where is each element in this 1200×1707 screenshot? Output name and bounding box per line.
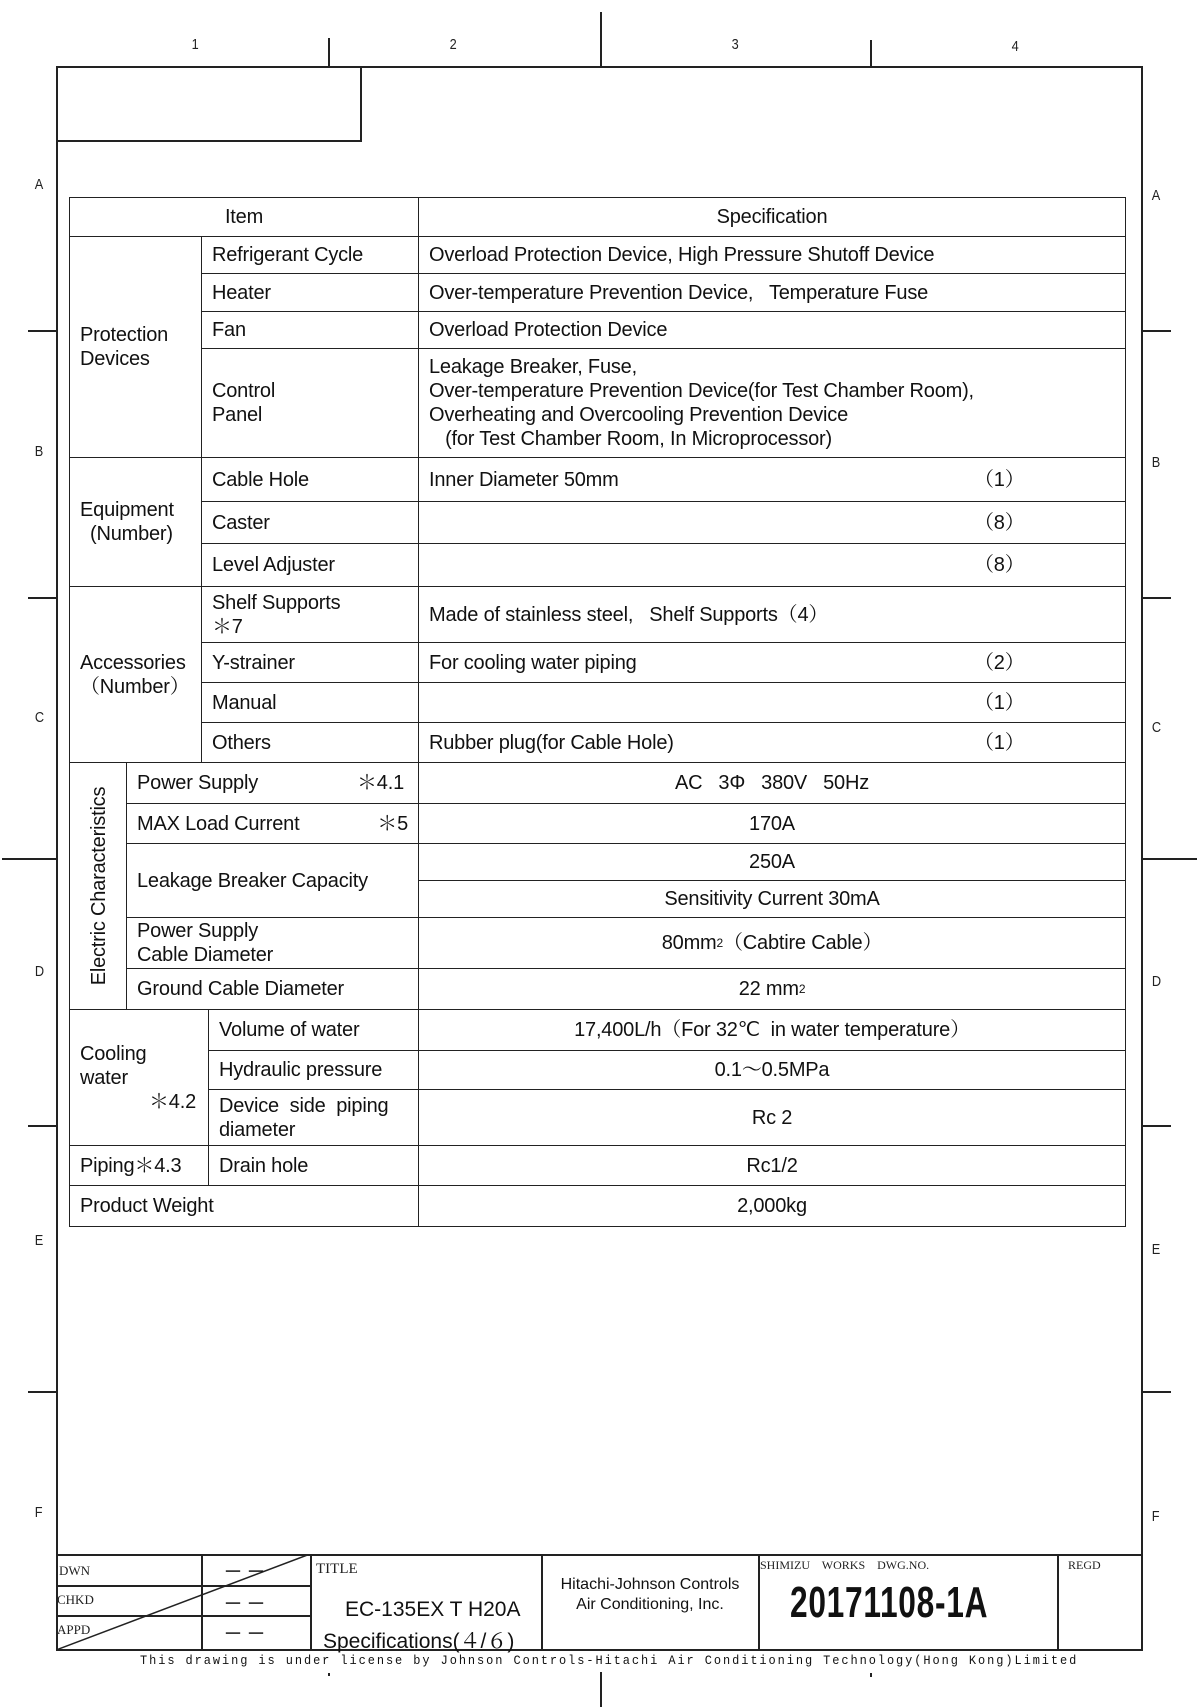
item-volume-of-water: Volume of water: [208, 1009, 419, 1051]
item-y-strainer: Y-strainer: [201, 642, 419, 683]
item-product-weight: Product Weight: [69, 1185, 419, 1227]
spec-shelf-supports: Made of stainless steel, Shelf Supports（4）: [418, 586, 1126, 643]
item-others: Others: [201, 722, 419, 763]
regd-label: REGD: [1068, 1558, 1101, 1572]
zone-tick: [870, 40, 872, 66]
count-level-adjuster: （8）: [974, 554, 1025, 576]
spec-heater: Over-temperature Prevention Device, Temperature Fuse: [418, 273, 1126, 312]
zone-label-D-right: D: [1151, 973, 1162, 990]
zone-tick-center: [600, 12, 602, 66]
company-name: Hitachi-Johnson Controls Air Conditioning, Inc.: [560, 1576, 740, 1613]
revision-box: [56, 66, 362, 142]
count-cable-hole: （1）: [974, 468, 1025, 491]
note-cooling-water: ＊4.2: [148, 1090, 196, 1113]
zone-tick-center: [2, 858, 56, 860]
zone-label-F-left: F: [34, 1504, 43, 1521]
zone-label-3: 3: [731, 36, 739, 53]
zone-tick: [28, 597, 56, 599]
spec-level-adjuster: [418, 543, 1126, 587]
spec-y-strainer: For cooling water piping （2）: [418, 642, 1126, 683]
zone-tick: [28, 330, 56, 332]
zone-tick: [28, 1391, 56, 1393]
count-others: （1）: [974, 731, 1025, 754]
zone-tick: [1143, 330, 1171, 332]
note-power-supply: ＊4.1: [356, 772, 404, 794]
zone-label-4: 4: [1011, 38, 1019, 55]
spec-drain-hole: Rc1/2: [418, 1145, 1126, 1186]
spec-control-panel: Leakage Breaker, Fuse, Over-temperature Prevention Device(for Test Chamber Room), Overheating and Overcooling Prevention Device (for Test Chamber Room, In Microprocessor): [418, 348, 1126, 458]
chkd-value: － －: [224, 1594, 266, 1614]
drawing-title-model: EC-135EX T H20A: [345, 1598, 521, 1621]
item-level-adjuster: Level Adjuster: [201, 543, 419, 587]
spec-volume-of-water: 17,400L/h（For 32℃ in water temperature）: [418, 1009, 1126, 1051]
zone-tick-bottom: [870, 1673, 872, 1677]
item-caster: Caster: [201, 501, 419, 544]
zone-label-A-right: A: [1151, 187, 1161, 204]
zone-label-C-right: C: [1151, 719, 1162, 736]
spec-cable-hole: Inner Diameter 50mm （1）: [418, 457, 1126, 502]
note-max-load-current: ＊5: [377, 812, 408, 835]
item-power-supply-cable-diameter: Power Supply Cable Diameter: [126, 917, 419, 969]
zone-tick-bottom-center: [600, 1672, 602, 1707]
zone-label-B-right: B: [1151, 454, 1161, 471]
item-max-load-current: MAX Load Current ＊5: [126, 803, 419, 844]
spec-hydraulic-pressure: 0.1～0.5MPa: [418, 1050, 1126, 1090]
zone-label-A-left: A: [34, 176, 44, 193]
zone-label-F-right: F: [1151, 1508, 1160, 1525]
zone-label-C-left: C: [34, 709, 45, 726]
item-fan: Fan: [201, 311, 419, 349]
zone-tick: [28, 1125, 56, 1127]
spec-power-supply: AC 3Φ 380V 50Hz: [418, 762, 1126, 804]
item-device-side-piping-diameter: Device side piping diameter: [208, 1089, 419, 1146]
zone-tick-bottom: [328, 1673, 330, 1676]
zone-tick: [1143, 1125, 1171, 1127]
spec-device-side-piping-diameter: Rc 2: [418, 1089, 1126, 1146]
dwg-no-label: SHIMIZU WORKS DWG.NO.: [760, 1558, 930, 1572]
item-heater: Heater: [201, 273, 419, 312]
count-y-strainer: （2）: [974, 651, 1025, 674]
spec-ground-cable-diameter: 22 mm 2: [418, 968, 1126, 1010]
spec-others: Rubber plug(for Cable Hole) （1）: [418, 722, 1126, 763]
spec-refrigerant-cycle: Overload Protection Device, High Pressure Shutoff Device: [418, 236, 1126, 274]
appd-value: － －: [224, 1624, 266, 1644]
zone-label-E-right: E: [1151, 1241, 1161, 1258]
dwn-value: － －: [224, 1562, 266, 1582]
drawing-title-subtitle: Specifications(４/６): [323, 1630, 515, 1653]
zone-label-B-left: B: [34, 443, 44, 460]
title-label: TITLE: [316, 1561, 358, 1577]
zone-label-1: 1: [191, 36, 199, 53]
spec-leakage-breaker-capacity: 250A: [418, 843, 1126, 881]
item-leakage-breaker-capacity: Leakage Breaker Capacity: [126, 843, 419, 918]
item-shelf-supports: Shelf Supports ＊7: [201, 586, 419, 643]
zone-label-E-left: E: [34, 1232, 44, 1249]
spec-fan: Overload Protection Device: [418, 311, 1126, 349]
group-electric-characteristics: Electric Characteristics: [69, 762, 127, 1010]
header-item: Item: [69, 197, 419, 237]
count-caster: （8）: [974, 511, 1025, 534]
zone-label-2: 2: [449, 36, 457, 53]
spec-product-weight: 2,000kg: [418, 1185, 1126, 1227]
item-drain-hole: Drain hole: [208, 1145, 419, 1186]
count-manual: （1）: [974, 691, 1025, 714]
dwn-label: DWN: [59, 1563, 91, 1578]
item-refrigerant-cycle: Refrigerant Cycle: [201, 236, 419, 274]
header-specification: Specification: [418, 197, 1126, 237]
zone-tick: [1143, 597, 1171, 599]
item-control-panel: Control Panel: [201, 348, 419, 458]
group-equipment: Equipment (Number): [69, 457, 202, 587]
spec-power-supply-cable-diameter: 80mm 2 （Cabtire Cable）: [418, 917, 1126, 969]
item-power-supply: Power Supply ＊4.1: [126, 762, 419, 804]
item-hydraulic-pressure: Hydraulic pressure: [208, 1050, 419, 1090]
spec-manual: [418, 682, 1126, 723]
signoff-strike-line: [56, 1554, 312, 1650]
zone-tick: [1143, 1391, 1171, 1393]
spec-max-load-current: 170A: [418, 803, 1126, 844]
group-protection-devices: Protection Devices: [69, 236, 202, 458]
license-notice: This drawing is under license by Johnson Controls-Hitachi Air Conditioning Technology(Hong Kong)Limited: [140, 1653, 1079, 1668]
zone-label-D-left: D: [34, 963, 45, 980]
appd-label: APPD: [57, 1622, 91, 1637]
spec-sensitivity-current: Sensitivity Current 30mA: [418, 880, 1126, 918]
zone-tick: [328, 38, 330, 66]
group-cooling-water: Cooling water ＊4.2: [69, 1009, 209, 1146]
group-piping: Piping＊4.3: [69, 1145, 209, 1186]
item-ground-cable-diameter: Ground Cable Diameter: [126, 968, 419, 1010]
spec-caster: [418, 501, 1126, 544]
chkd-label: CHKD: [57, 1592, 94, 1607]
drawing-number: 20171108-1A: [790, 1578, 989, 1627]
item-manual: Manual: [201, 682, 419, 723]
item-cable-hole: Cable Hole: [201, 457, 419, 502]
zone-tick-center: [1143, 858, 1197, 860]
group-accessories: Accessories （Number）: [69, 586, 202, 763]
